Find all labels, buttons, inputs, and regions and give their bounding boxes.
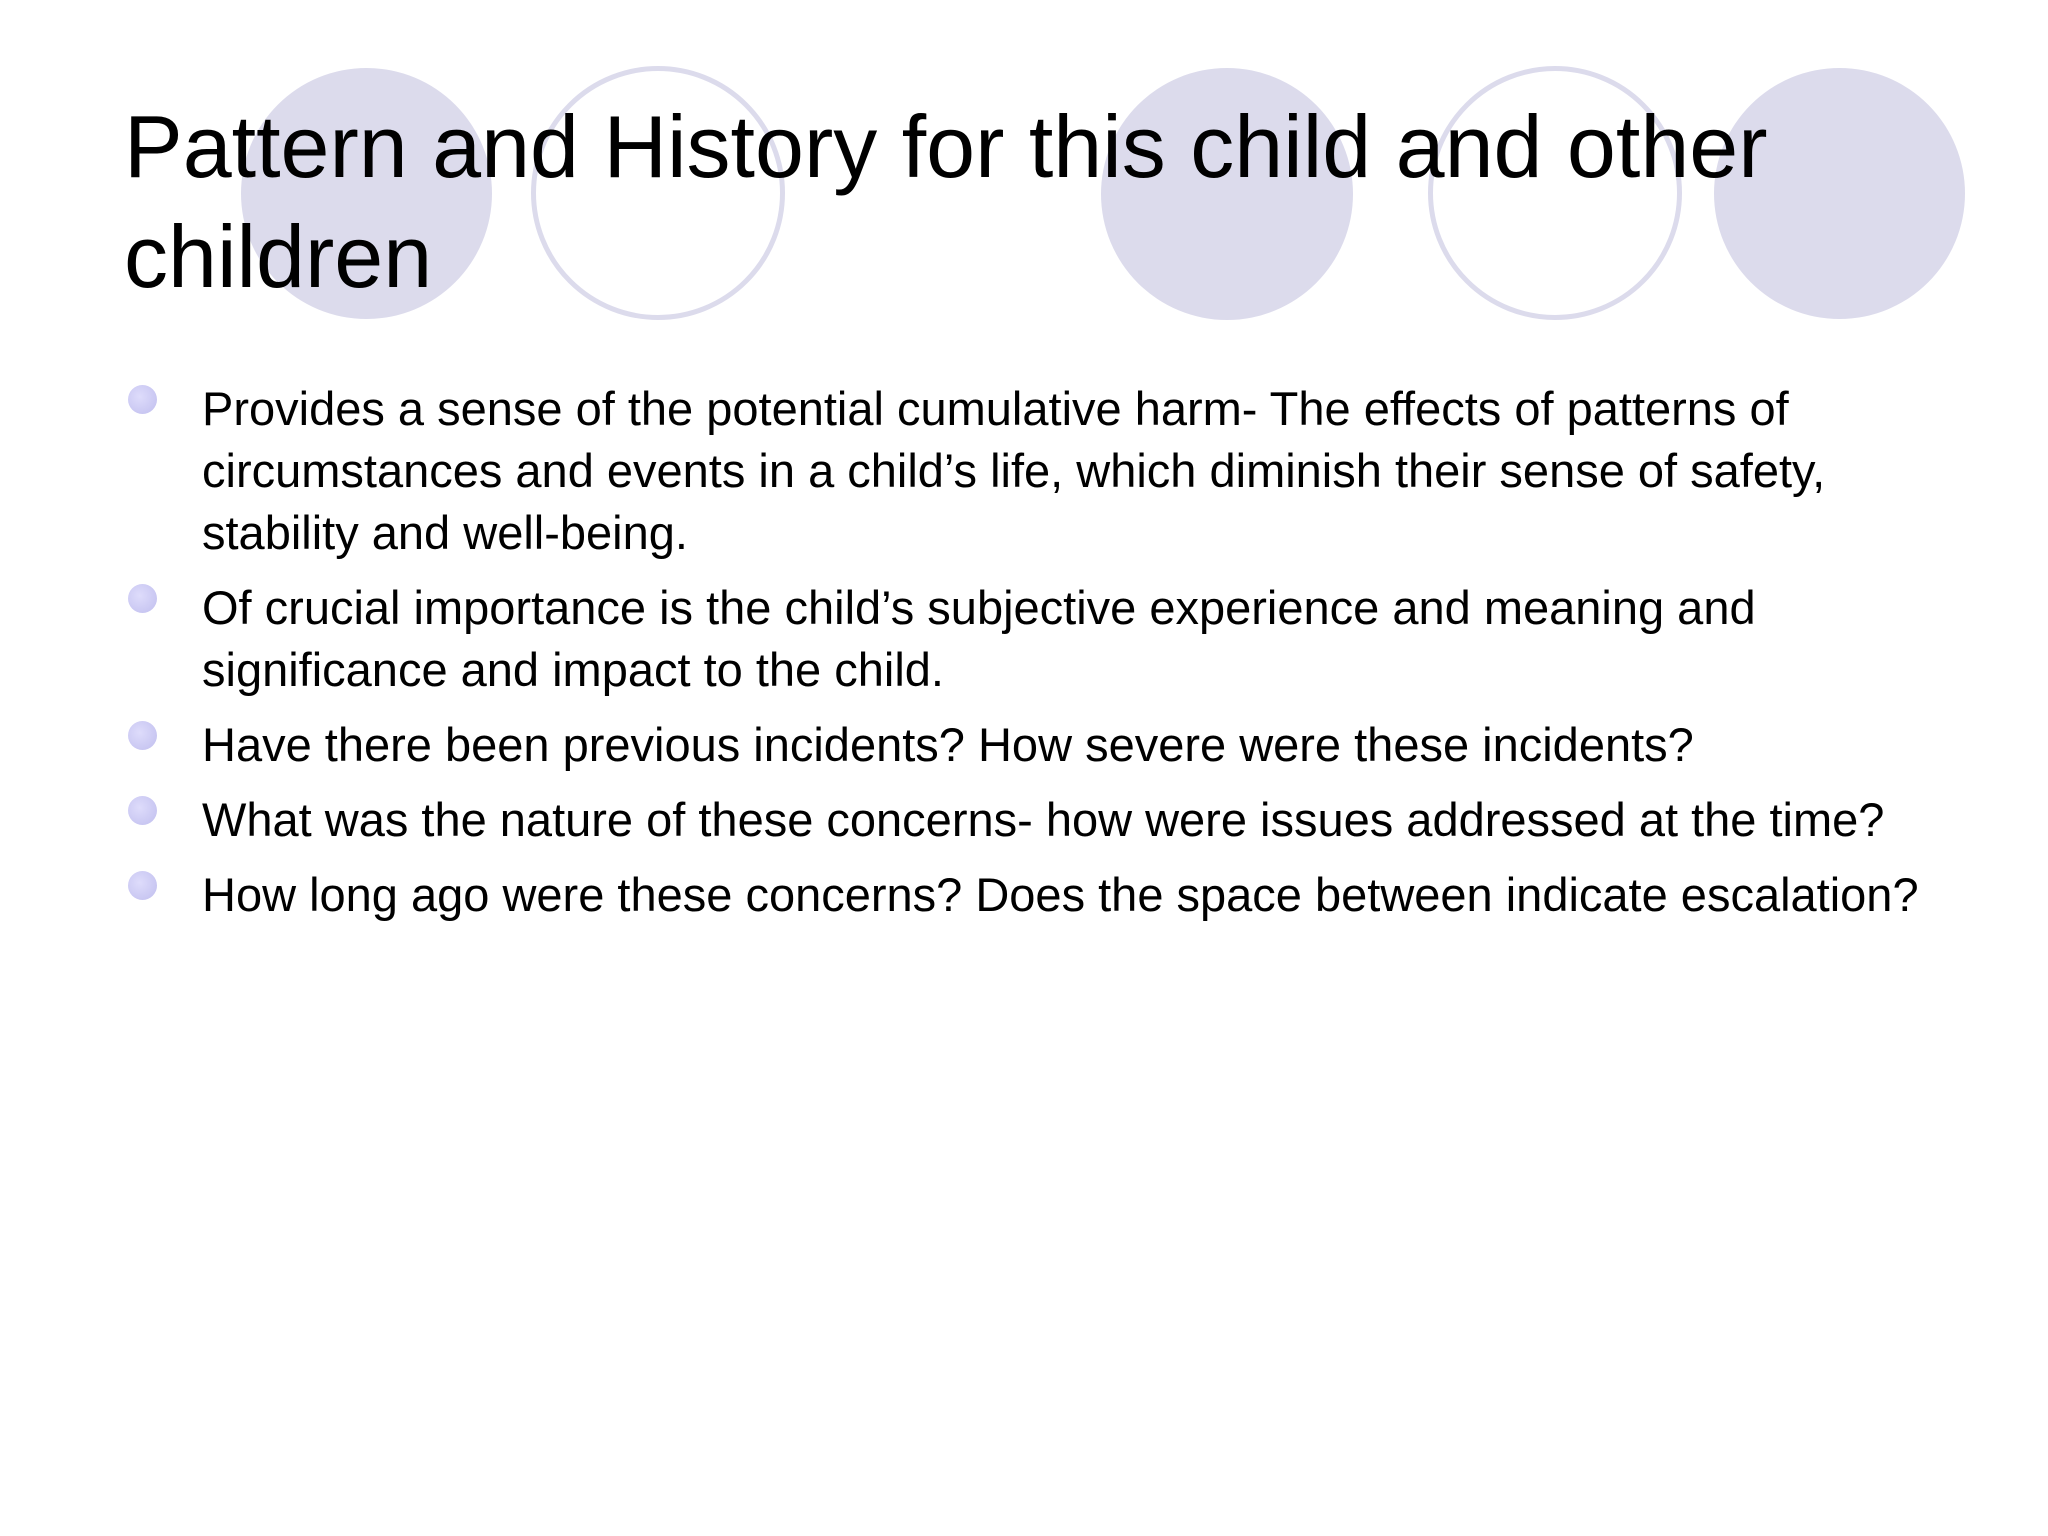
bullet-text: Of crucial importance is the child’s subjective experience and meaning and significance and impact to the child. [202,581,1756,696]
slide-title: Pattern and History for this child and other children [124,97,1768,306]
bullet-text: Provides a sense of the potential cumulative harm- The effects of patterns of circumstances and events in a child’s life, which diminish their sense of safety, stability and well-being. [202,382,1826,559]
bullet-dot-icon [128,584,157,613]
bullet-item [124,378,1924,564]
bullet-list [124,378,1924,939]
bullet-item [124,864,1924,926]
bullet-dot-icon [128,721,157,750]
bullet-item [124,714,1924,776]
bullet-dot-icon [128,796,157,825]
bullet-item [124,577,1924,701]
bullet-dot-icon [128,871,157,900]
bullet-item [124,789,1924,851]
bullet-text: How long ago were these concerns? Does the space between indicate escalation? [202,868,1919,921]
bullet-text: What was the nature of these concerns- how were issues addressed at the time? [202,793,1885,846]
bullet-dot-icon [128,385,157,414]
bullet-text: Have there been previous incidents? How severe were these incidents? [202,718,1694,771]
